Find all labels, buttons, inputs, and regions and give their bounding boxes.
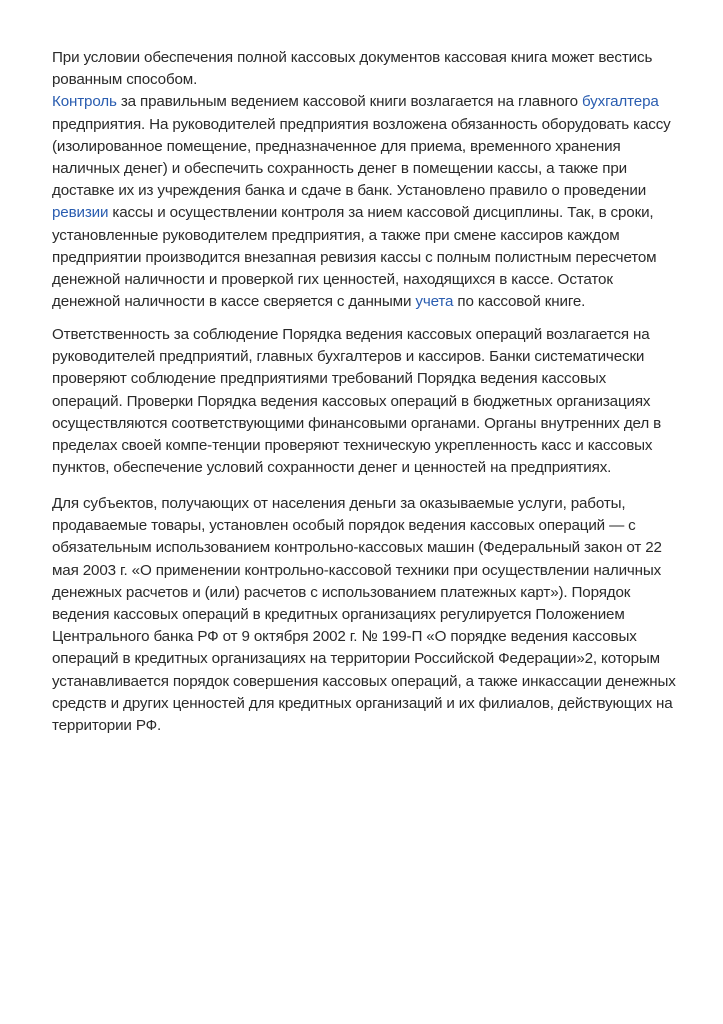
paragraph-3 xyxy=(52,493,702,737)
text-segment: (изолированное помещение, предназначенное для приема, временного хранения xyxy=(52,137,621,155)
text-segment: Ответственность за соблюдение Порядка ведения кассовых операций возлагается на xyxy=(52,326,650,343)
text-link[interactable]: ревизии xyxy=(52,204,109,222)
text-segment: операций в кредитных организациях на территории Российской Федерации»2, которым xyxy=(52,650,660,668)
text-segment: средств и других ценностей для кредитных организаций и их филиалов, действующих на xyxy=(52,694,673,712)
text-segment: рованным способом. xyxy=(52,71,198,89)
text-segment: за правильным ведением кассовой книги возлагается на главного xyxy=(116,93,582,111)
text-segment: доставке их из учреждения банка и сдаче в банк. Установлено правило о проведении xyxy=(52,182,647,200)
text-segment: денежной наличности и проверкой гих ценностей, находящихся в кассе. Остаток xyxy=(52,270,613,288)
text-line xyxy=(52,715,702,737)
text-segment: пределах своей компе-тенции проверяют техническую укрепленность касс и кассовых xyxy=(52,436,653,454)
text-line xyxy=(52,671,702,693)
text-line xyxy=(52,693,702,715)
text-line xyxy=(52,391,702,413)
text-line xyxy=(52,604,702,626)
text-line xyxy=(52,626,702,648)
text-segment: пунктов, обеспечение условий сохранности денег и ценностей на предприятиях. xyxy=(52,459,612,477)
text-segment: При условии обеспечения полной кассовых документов кассовая книга может вестись xyxy=(52,49,653,66)
text-line xyxy=(52,225,702,247)
text-line xyxy=(52,435,702,457)
text-segment: ведения кассовых операций в кредитных организациях регулируется Положением xyxy=(52,605,625,623)
text-line xyxy=(52,324,702,346)
text-line xyxy=(52,47,702,69)
text-link[interactable]: бухгалтера xyxy=(581,93,659,111)
text-line xyxy=(52,346,702,368)
text-line xyxy=(52,269,702,291)
text-line xyxy=(52,91,702,113)
paragraph-2 xyxy=(52,324,702,479)
text-segment: денежной наличности в кассе сверяется с данными xyxy=(52,293,416,311)
text-segment: наличных денег) и обеспечить сохранность денег в помещении кассы, а также при xyxy=(52,159,628,177)
text-segment: Центрального банка РФ от 9 октября 2002 г. № 199-П «О порядке ведения кассовых xyxy=(52,628,637,646)
text-line xyxy=(52,413,702,435)
text-line xyxy=(52,247,702,269)
text-line xyxy=(52,368,702,390)
text-line xyxy=(52,69,702,91)
text-link[interactable]: учета xyxy=(415,293,454,311)
text-line xyxy=(52,114,702,136)
text-line xyxy=(52,136,702,158)
text-line xyxy=(52,515,702,537)
text-line xyxy=(52,158,702,180)
text-segment: предприятии производится внезапная ревизия кассы с полным полистным пересчетом xyxy=(52,248,657,266)
paragraph-1 xyxy=(52,47,702,313)
text-line xyxy=(52,582,702,604)
text-line xyxy=(52,648,702,670)
text-segment: операций. Проверки Порядка ведения кассовых операций в бюджетных организациях xyxy=(52,392,651,410)
text-line xyxy=(52,202,702,224)
text-segment: осуществляются соответствующими финансовыми органами. Органы внутренних дел в xyxy=(52,414,662,432)
text-segment: обязательным использованием контрольно-кассовых машин (Федеральный закон от 22 xyxy=(52,539,662,557)
text-segment: Для субъектов, получающих от населения деньги за оказываемые услуги, работы, xyxy=(52,495,626,512)
text-segment: установленные руководителем предприятия, а также при смене кассиров каждом xyxy=(52,226,620,244)
text-segment: устанавливается порядок совершения кассовых операций, а также инкассации денежных xyxy=(52,672,676,690)
text-segment: продаваемые товары, установлен особый порядок ведения кассовых операций — с xyxy=(52,517,636,535)
text-segment: предприятия. На руководителей предприятия возложена обязанность оборудовать кассу xyxy=(52,115,671,133)
text-segment: руководителей предприятий, главных бухгалтеров и кассиров. Банки систематически xyxy=(52,348,645,366)
text-segment: денежных расчетов и (или) расчетов с использованием платежных карт»). Порядок xyxy=(52,583,631,601)
text-line xyxy=(52,457,702,479)
text-line xyxy=(52,180,702,202)
text-line xyxy=(52,493,702,515)
text-segment: кассы и осуществлении контроля за нием кассовой дисциплины. Так, в сроки, xyxy=(108,204,654,222)
text-segment: мая 2003 г. «О применении контрольно-кассовой техники при осуществлении наличных xyxy=(52,561,662,579)
text-segment: по кассовой книге. xyxy=(453,293,586,311)
text-segment: территории РФ. xyxy=(52,716,162,734)
text-link[interactable]: Контроль xyxy=(52,93,117,111)
text-line xyxy=(52,560,702,582)
text-segment: проверяют соблюдение предприятиями требований Порядка ведения кассовых xyxy=(52,370,607,388)
text-line xyxy=(52,537,702,559)
text-line xyxy=(52,291,702,313)
